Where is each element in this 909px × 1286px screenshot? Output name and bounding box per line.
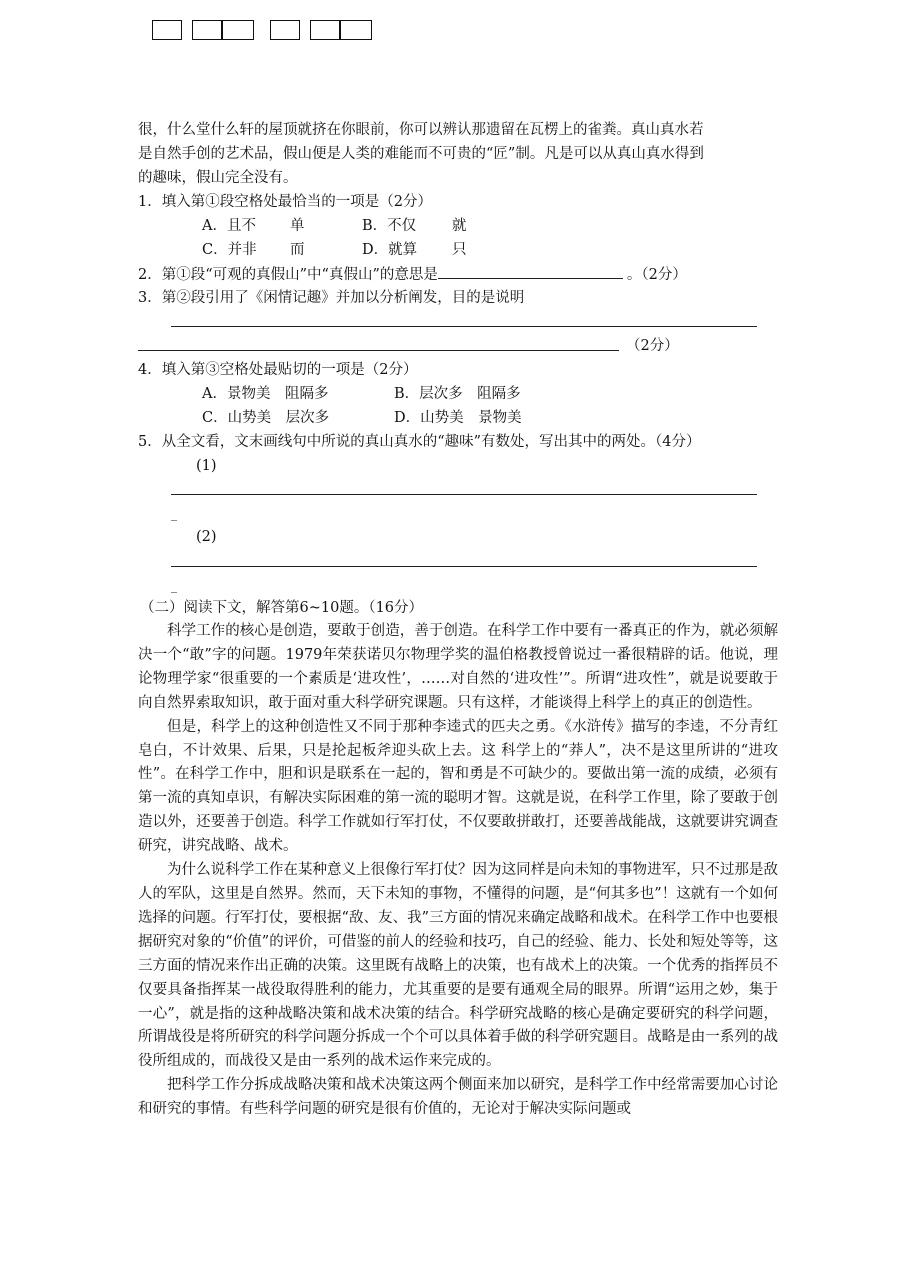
- question-3: 3．第②段引用了《闲情记趣》并加以分析阐发，目的是说明: [138, 290, 525, 306]
- passage-paragraph-3: 为什么说科学工作在某种意义上很像行军打仗？因为这同样是向未知的事物进军，只不过那是敌人的军队，这里是自然界。然而，天下未知的事物，不懂得的问题，是“何其多也”！这就有一个如何选择的问题。行军打仗，要根据“敌、友、我”三方面的情况来确定战略和战术。在科学工作中也要根据研究对象的“价值”的评价，可借鉴的前人的经验和技巧，自己的经验、能力、长处和短处等等，这三方面的情况来作出正确的决策。这里既有战略上的决策，也有战术上的决策。一个优秀的指挥员不仅要具备指挥某一战役取得胜利的能力，尤其重要的是要有通观全局的眼界。所谓“运用之妙，集于一心”，就是指的这种战略决策和战术决策的结合。科学研究战略的核心是确定要研究的科学问题，所谓战役是将所研究的科学问题分拆成一个个可以具体着手做的科学研究题目。战略是由一系列的战役所组成的，而战役又是由一系列的战术运作来完成的。: [138, 862, 778, 1070]
- section-2-heading: （二）阅读下文，解答第6~10题。（16分）: [140, 600, 424, 616]
- answer-line[interactable]: [171, 326, 757, 327]
- title-box: [310, 20, 340, 40]
- question-4: 4．填入第③空格处最贴切的一项是（2分）: [138, 362, 418, 378]
- q1-option-a-1: A．且不: [202, 218, 256, 234]
- reading-passage: [138, 620, 778, 1122]
- intro-line: 是自然手创的艺术品，假山便是人类的难能而不可贵的“匠”制。凡是可以从真山真水得到: [138, 146, 704, 162]
- question-5: 5．从全文看，文末画线句中所说的真山真水的“趣味”有数处，写出其中的两处。（4分）: [138, 434, 701, 450]
- answer-tick: _: [171, 579, 177, 593]
- q1-option-c-1: C．并非: [202, 242, 257, 258]
- q1-option-b-2: 就: [452, 218, 467, 234]
- question-2-text: 2．第①段“可观的真假山”中“真假山”的意思是: [138, 267, 438, 283]
- answer-line[interactable]: [171, 494, 757, 495]
- answer-blank[interactable]: [438, 264, 623, 279]
- answer-line[interactable]: [171, 566, 757, 567]
- q1-option-c-2: 而: [290, 242, 305, 258]
- q1-option-d-1: D．就算: [362, 242, 418, 258]
- answer-tick: _: [171, 507, 177, 521]
- passage-paragraph-2: 但是，科学上的这种创造性又不同于那种李逵式的匹夫之勇。《水浒传》描写的李逵，不分青红皂白，不计效果、后果，只是抡起板斧迎头砍上去。这 科学上的“莽人”，决不是这里所讲的“进攻性”。在科学工作中，胆和识是联系在一起的，智和勇是不可缺少的。要做出第一流的成绩，必须有第一流的真知卓识，有解决实际困难的第一流的聪明才智。这就是说，在科学工作里，除了要敢于创造以外，还要善于创造。科学工作就如行军打仗，不仅要敢拼敢打，还要善战能战，这就要讲究调查研究，讲究战略、战术。: [138, 718, 778, 855]
- answer-line[interactable]: [138, 350, 619, 351]
- q1-option-d-2: 只: [452, 242, 467, 258]
- title-box: [192, 20, 222, 40]
- q1-option-b-1: B．不仅: [362, 218, 417, 234]
- question-2-score: 。（2分）: [626, 267, 687, 283]
- title-box: [270, 20, 300, 40]
- intro-line: 的趣味，假山完全没有。: [138, 170, 298, 186]
- q4-option-d: D．山势美 景物美: [394, 410, 522, 426]
- question-3-score: （2分）: [626, 338, 679, 354]
- q5-sub-2: (2): [196, 529, 217, 545]
- question-1: 1．填入第①段空格处最恰当的一项是（2分）: [138, 194, 432, 210]
- q4-option-b: B．层次多 阻隔多: [394, 386, 521, 402]
- q4-option-c: C．山势美 层次多: [202, 410, 330, 426]
- q5-sub-1: (1): [196, 458, 217, 474]
- passage-paragraph-1: 科学工作的核心是创造，要敢于创造，善于创造。在科学工作中要有一番真正的作为，就必须解决一个“敢”字的问题。1979年荣获诺贝尔物理学奖的温伯格教授曾说过一番很精辟的话。他说，理论物理学家“很重要的一个素质是‘进攻性’，……对自然的‘进攻性’”。所谓“进攻性”，就是说要敢于向自然界索取知识，敢于面对重大科学研究课题。只有这样，才能谈得上科学上的真正的创造性。: [138, 623, 778, 711]
- intro-line: 很，什么堂什么轩的屋顶就挤在你眼前，你可以辨认那遗留在瓦楞上的雀粪。真山真水若: [138, 122, 704, 138]
- title-box: [152, 20, 182, 40]
- passage-paragraph-4: 把科学工作分拆成战略决策和战术决策这两个侧面来加以研究，是科学工作中经常需要加心讨论和研究的事情。有些科学问题的研究是很有价值的，无论对于解决实际问题或: [138, 1077, 778, 1118]
- question-2: [138, 264, 687, 285]
- q4-option-a: A．景物美 阻隔多: [202, 386, 329, 402]
- title-box: [222, 20, 254, 40]
- q1-option-a-2: 单: [290, 218, 305, 234]
- title-box: [340, 20, 372, 40]
